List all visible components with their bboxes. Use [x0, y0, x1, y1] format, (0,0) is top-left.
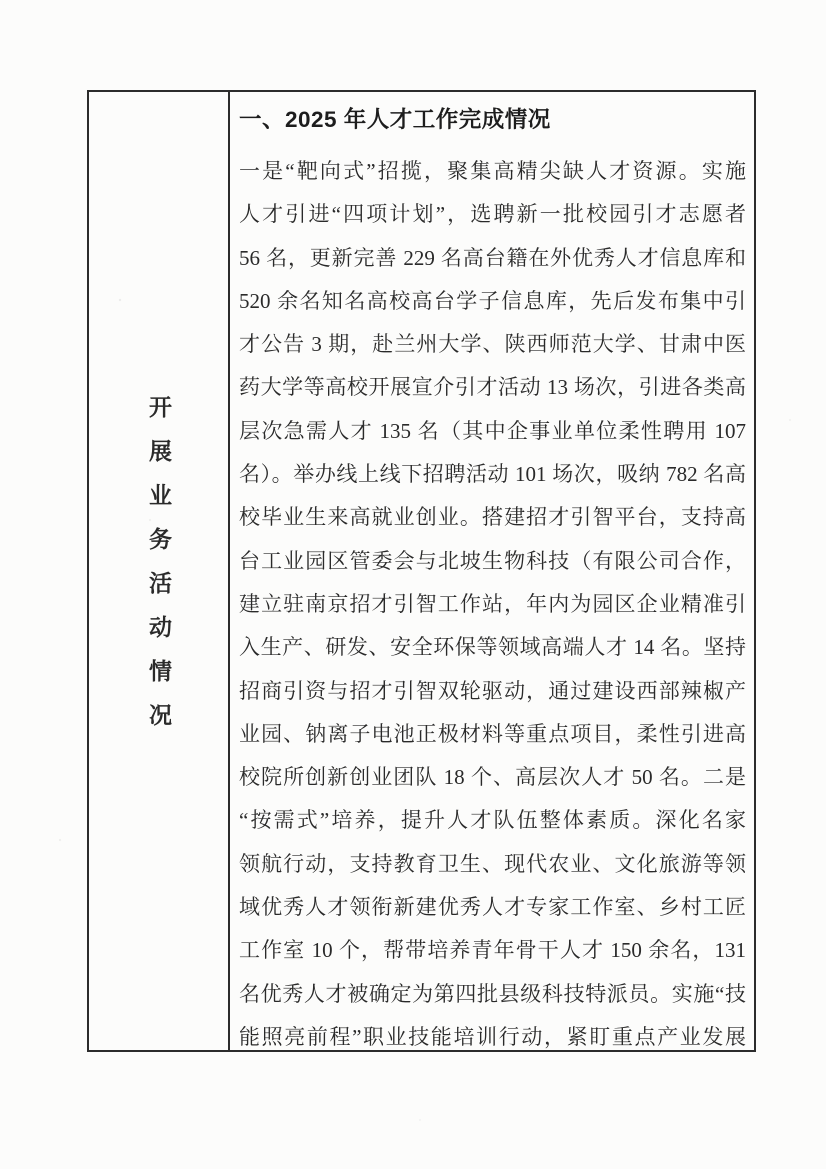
text-line: 才公告 3 期，赴兰州大学、陕西师范大学、甘肃中医 [239, 332, 746, 357]
text-line: 领航行动，支持教育卫生、现代农业、文化旅游等领 [239, 851, 746, 876]
text-line: 人才引进“四项计划”，选聘新一批校园引才志愿者 [239, 202, 746, 227]
text-line: 入生产、研发、安全环保等领域高端人才 14 名。坚持 [239, 635, 746, 660]
text-line: 520 余名知名高校高台学子信息库，先后发布集中引 [239, 288, 746, 313]
row-label-cell [89, 92, 230, 1050]
text-line: 校院所创新创业团队 18 个、高层次人才 50 名。二是 [239, 765, 746, 790]
body-text [239, 150, 746, 1050]
text-line: 56 名，更新完善 229 名高台籍在外优秀人才信息库和 [239, 245, 746, 270]
text-line: 名）。举办线上线下招聘活动 101 场次，吸纳 782 名高 [239, 462, 746, 487]
report-table [87, 90, 756, 1052]
text-line: 药大学等高校开展宣介引才活动 13 场次，引进各类高 [239, 375, 746, 400]
row-label-vertical-text: 开展业务活动情况 [146, 395, 171, 747]
text-line: 域优秀人才领衔新建优秀人才专家工作室、乡村工匠 [239, 895, 746, 920]
text-line: 名优秀人才被确定为第四批县级科技特派员。实施“技 [239, 981, 746, 1006]
text-line: 校毕业生来高就业创业。搭建招才引智平台，支持高 [239, 505, 746, 530]
text-line: 层次急需人才 135 名（其中企事业单位柔性聘用 107 [239, 418, 746, 443]
text-line: “按需式”培养，提升人才队伍整体素质。深化名家 [239, 808, 746, 833]
text-line: 业园、钠离子电池正极材料等重点项目，柔性引进高 [239, 721, 746, 746]
text-line: 建立驻南京招才引智工作站，年内为园区企业精准引 [239, 591, 746, 616]
text-line: 一是“靶向式”招揽，聚集高精尖缺人才资源。实施 [239, 159, 746, 183]
text-line: 工作室 10 个，帮带培养青年骨干人才 150 余名，131 [239, 938, 746, 963]
content-cell [230, 92, 754, 1050]
text-line: 能照亮前程”职业技能培训行动，紧盯重点产业发展 [239, 1024, 746, 1049]
section-title: 一、2025 年人才工作完成情况 [239, 107, 551, 132]
text-line: 招商引资与招才引智双轮驱动，通过建设西部辣椒产 [239, 678, 746, 703]
text-line: 台工业园区管委会与北坡生物科技（有限公司合作， [239, 548, 746, 573]
